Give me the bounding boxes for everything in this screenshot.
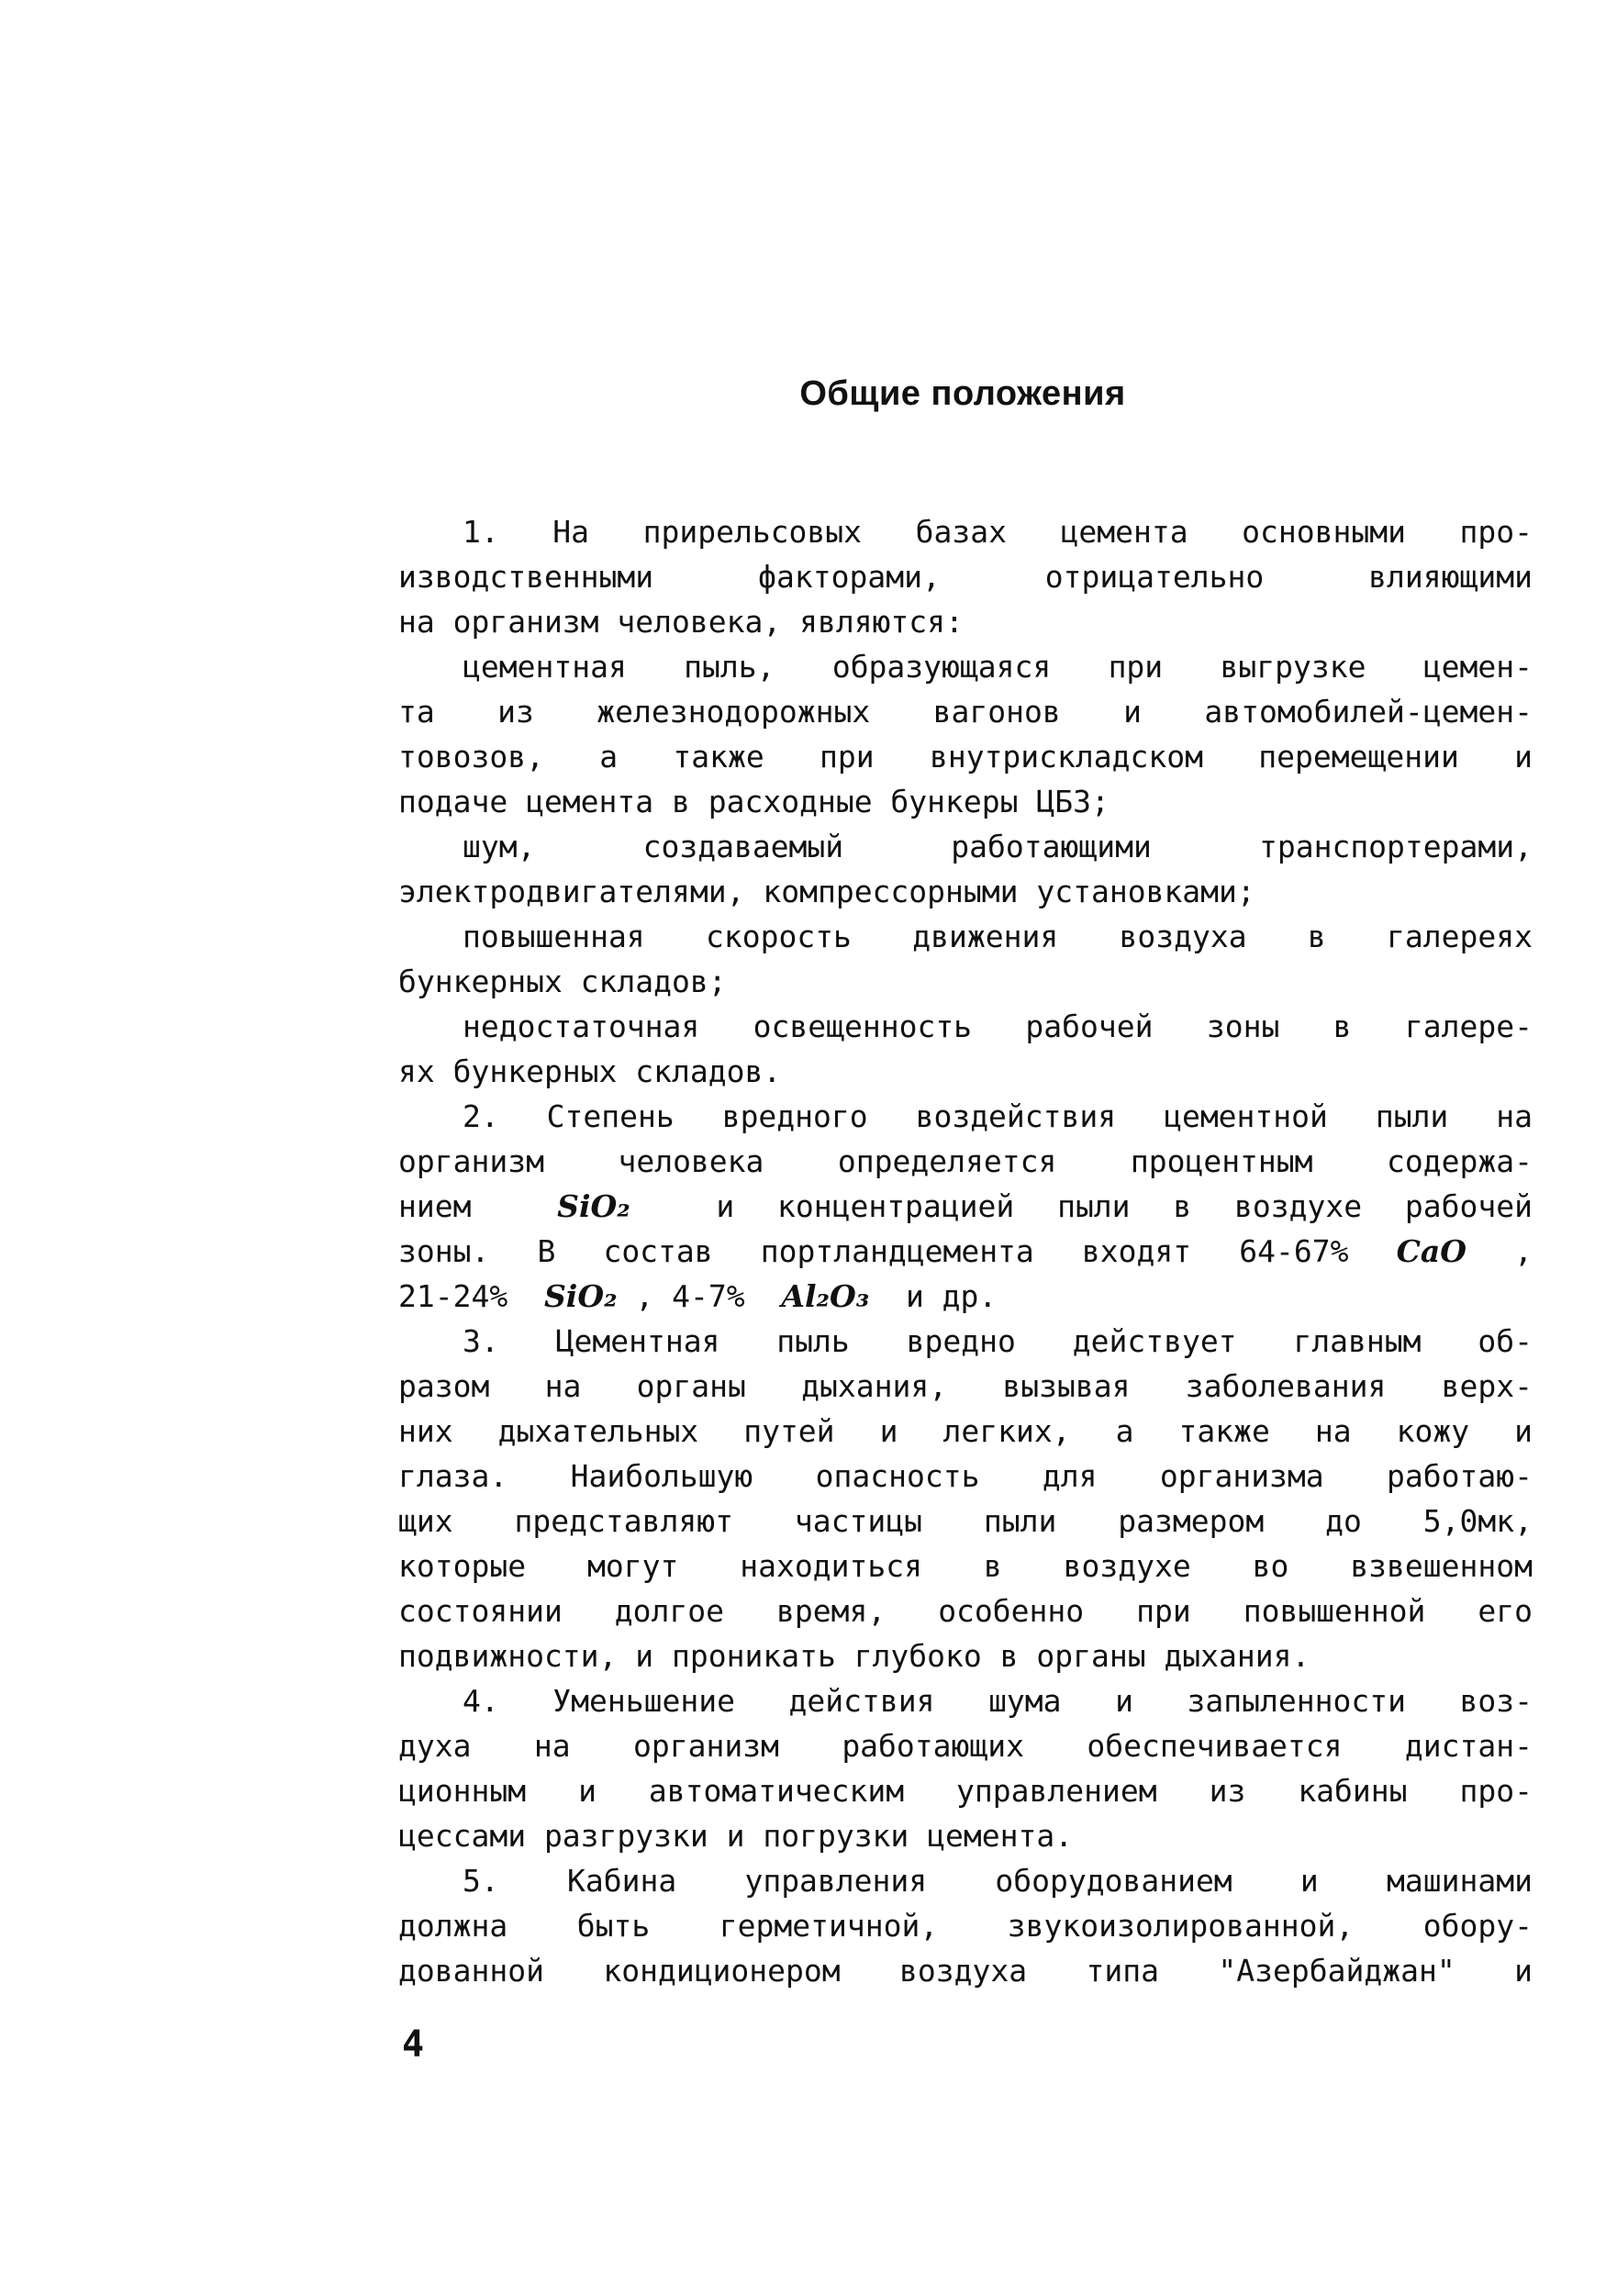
- text-line: 2. Степень вредного воздействия цементной пыли на: [463, 1098, 1533, 1134]
- text-line-oxides: [398, 1274, 1533, 1319]
- text-line: товозов, а также при внутрискладском перемещении и: [398, 739, 1533, 775]
- section-title-text: Общие положения: [799, 374, 1126, 413]
- formula-sio2: SiO₂: [543, 1278, 618, 1314]
- text-line: 1. На прирельсовых базах цемента основными про-: [463, 514, 1533, 550]
- text-line: повышенная скорость движения воздуха в галереях: [463, 919, 1533, 954]
- text-line: щих представляют частицы пыли размером до 5,0мк,: [398, 1503, 1533, 1539]
- text-line: 3. Цементная пыль вредно действует главным об-: [463, 1323, 1533, 1359]
- formula-cao: CaO: [1396, 1233, 1466, 1269]
- formula-sio2: SiO₂: [557, 1188, 630, 1224]
- text-line: шум, создаваемый работающими транспортерами,: [463, 829, 1533, 864]
- text-line: духа на организм работающих обеспечивается дистан-: [398, 1728, 1533, 1764]
- text-line: изводственными факторами, отрицательно влияющими: [398, 559, 1533, 595]
- text-line: электродвигателями, компрессорными установками;: [398, 874, 1255, 909]
- text-fragment: зоны. В состав портландцемента входят 64-67%: [398, 1233, 1349, 1269]
- text-line: бункерных складов;: [398, 964, 727, 999]
- text-line: них дыхательных путей и легких, а также на кожу и: [398, 1413, 1533, 1449]
- formula-al2o3: Al₂O₃: [781, 1278, 870, 1314]
- text-line: глаза. Наибольшую опасность для организма работаю-: [398, 1458, 1533, 1494]
- text-line: 5. Кабина управления оборудованием и машинами: [463, 1863, 1533, 1899]
- text-line: та из железнодорожных вагонов и автомобилей-цемен-: [398, 694, 1533, 730]
- section-title: [0, 374, 1617, 414]
- page-number: 4: [402, 2023, 425, 2066]
- text-line: недостаточная освещенность рабочей зоны в галере-: [463, 1009, 1533, 1044]
- text-line: подвижности, и проникать глубоко в органы дыхания.: [398, 1638, 1310, 1674]
- text-line: ях бункерных складов.: [398, 1053, 782, 1089]
- text-line: организм человека определяется процентным содержа-: [398, 1143, 1533, 1179]
- text-fragment: 21-24%: [398, 1278, 508, 1314]
- text-line-cao: [398, 1229, 1533, 1274]
- text-line-sio2: [398, 1184, 1533, 1229]
- text-line: разом на органы дыхания, вызывая заболевания верх-: [398, 1368, 1533, 1404]
- document-body: [398, 509, 1533, 1993]
- text-fragment: ,: [1514, 1233, 1533, 1269]
- text-line: цементная пыль, образующаяся при выгрузке цемен-: [463, 649, 1533, 685]
- text-fragment: , 4-7%: [635, 1278, 745, 1314]
- text-line: состоянии долгое время, особенно при повышенной его: [398, 1593, 1533, 1629]
- text-line: которые могут находиться в воздухе во взвешенном: [398, 1548, 1533, 1584]
- text-fragment: и др.: [905, 1278, 998, 1314]
- text-line: 4. Уменьшение действия шума и запыленности воз-: [463, 1683, 1533, 1719]
- text-line: дованной кондиционером воздуха типа "Азербайджан" и: [398, 1953, 1533, 1989]
- text-line: должна быть герметичной, звукоизолированной, обору-: [398, 1908, 1533, 1944]
- text-line: подаче цемента в расходные бункеры ЦБЗ;: [398, 784, 1110, 819]
- text-line: на организм человека, являются:: [398, 604, 964, 640]
- text-fragment: и концентрацией пыли в воздухе рабочей: [716, 1188, 1533, 1224]
- text-fragment: нием: [398, 1188, 472, 1224]
- text-line: ционным и автоматическим управлением из кабины про-: [398, 1773, 1533, 1809]
- text-line: цессами разгрузки и погрузки цемента.: [398, 1818, 1074, 1854]
